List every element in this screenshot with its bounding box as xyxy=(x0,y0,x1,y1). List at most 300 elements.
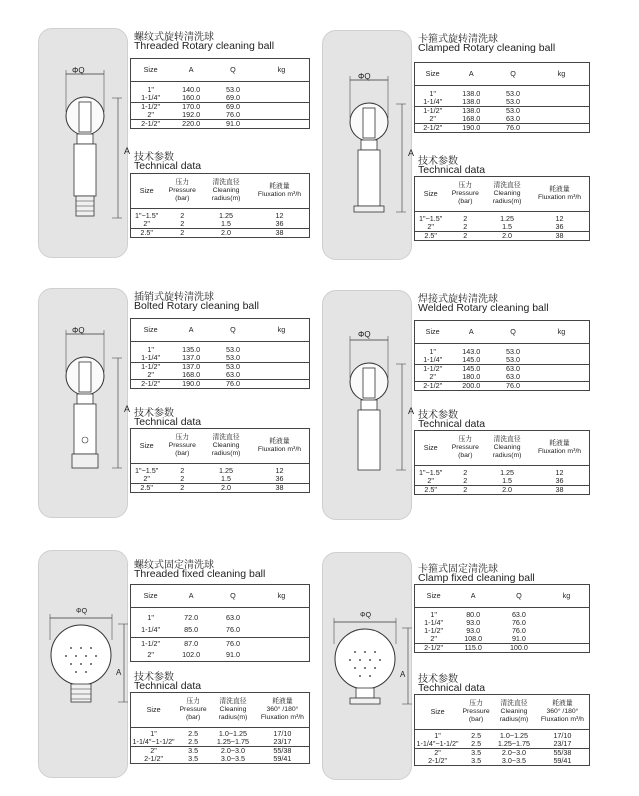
table-cell: 2 xyxy=(180,465,185,475)
table-cell: 1" xyxy=(147,612,154,622)
table-cell: 1" xyxy=(429,346,436,356)
header-text: radius(m) xyxy=(492,452,522,459)
header-text: 清洗直径 xyxy=(493,182,521,189)
table-row xyxy=(131,755,310,764)
table-cell: 55/38 xyxy=(273,745,292,755)
table-cell: Size xyxy=(131,174,163,209)
table-row xyxy=(131,475,310,484)
table-cell: 1-1/2" xyxy=(423,105,443,115)
table-cell: 93.0 xyxy=(466,625,481,635)
table-row xyxy=(415,635,590,644)
dimension-label-length: A xyxy=(408,406,415,416)
table-cell: 1" xyxy=(147,84,154,94)
table-cell: 2.5 xyxy=(471,730,482,740)
table-cell xyxy=(176,693,210,728)
header-text: Fluxation m³/h xyxy=(540,716,584,723)
table-cell: 2" xyxy=(131,475,163,484)
table-cell: 2.5" xyxy=(424,230,437,240)
table-cell: 63.0 xyxy=(505,363,520,373)
table-cell xyxy=(210,693,256,728)
header-text: radius(m) xyxy=(211,195,241,202)
header-text: Pressure xyxy=(168,442,196,449)
table-cell: 2.5" xyxy=(140,227,153,237)
table-cell: 138.0 xyxy=(462,88,481,98)
table-cell: 36 xyxy=(530,223,590,232)
header-text: 耗液量 xyxy=(549,440,570,447)
col-a: A xyxy=(170,59,212,82)
table-cell: Q xyxy=(212,585,254,608)
header-text: 耗液量 xyxy=(549,186,570,193)
table-cell: 190.0 xyxy=(182,378,201,388)
table-cell: 100.0 xyxy=(509,642,528,652)
table-cell: 143.0 xyxy=(462,346,481,356)
dimension-label-length: A xyxy=(400,670,406,679)
table-cell: 2.5 xyxy=(176,738,210,747)
table-cell: 2" xyxy=(415,223,447,232)
table-row xyxy=(415,123,590,132)
product-title-cn: 螺纹式旋转清洗球 xyxy=(134,32,214,43)
table-cell: 180.0 xyxy=(450,373,492,382)
table-cell: Size xyxy=(415,431,447,466)
table-cell: 2" xyxy=(415,635,453,644)
table-cell: 69.0 xyxy=(225,101,240,111)
table-cell xyxy=(534,98,590,107)
table-row xyxy=(131,220,310,229)
table-cell: 220.0 xyxy=(182,118,201,128)
table-cell: 87.0 xyxy=(184,638,199,648)
table-cell: 17/10 xyxy=(273,728,292,738)
table-cell: 2" xyxy=(131,111,171,120)
header-text: (bar) xyxy=(175,450,190,457)
tech-title-cn: 技术参数 xyxy=(134,672,174,683)
table-cell: 190.0 xyxy=(462,122,481,132)
table-cell: 2-1/2" xyxy=(141,378,161,388)
header-text: Pressure xyxy=(451,190,479,197)
header-text: 压力 xyxy=(175,434,190,441)
tech-title-en: Technical data xyxy=(134,416,202,428)
table-cell: 160.0 xyxy=(170,94,212,103)
table-cell xyxy=(544,635,590,644)
header-text: 耗液量 xyxy=(272,698,293,705)
table-cell: 76.0 xyxy=(225,378,240,388)
table-cell xyxy=(534,381,590,390)
table-cell: 1"~1.5" xyxy=(135,210,159,220)
table-cell: 3.5 xyxy=(471,747,482,757)
header-text: 360° /180° xyxy=(546,708,579,715)
table-cell: 76.0 xyxy=(505,380,520,390)
tech-title-en: Technical data xyxy=(418,164,486,176)
table-cell xyxy=(254,346,310,354)
table-cell: Size xyxy=(131,319,171,342)
table-row xyxy=(131,119,310,128)
table-cell: 170.0 xyxy=(182,101,201,111)
table-cell xyxy=(254,119,310,128)
table-cell xyxy=(254,379,310,388)
product-title-en: Threaded Rotary cleaning ball xyxy=(134,40,275,52)
header-text: Cleaning xyxy=(500,708,528,715)
table-cell: 2.0 xyxy=(502,484,513,494)
panel-threaded-rotary xyxy=(38,28,310,264)
tech-title-cn: 技术参数 xyxy=(134,408,174,419)
table-cell: 38 xyxy=(555,230,564,240)
dimension-label-diameter: ΦQ xyxy=(72,326,85,335)
table-row xyxy=(415,485,590,494)
table-cell: 91.0 xyxy=(494,635,544,644)
table-cell: 2-1/2" xyxy=(424,642,444,652)
table-cell: A xyxy=(170,319,212,342)
header-text: Fluxation m³/h xyxy=(537,194,581,201)
table-row xyxy=(131,612,310,624)
table-cell: 1.5 xyxy=(484,477,530,486)
table-cell xyxy=(250,429,310,464)
table-cell xyxy=(254,354,310,363)
table-cell: 53.0 xyxy=(505,105,520,115)
table-row xyxy=(131,102,310,111)
table-row xyxy=(131,362,310,371)
table-cell: 1.0~1.25 xyxy=(218,728,248,738)
table-cell: 2 xyxy=(463,467,468,477)
header-text: Fluxation m³/h xyxy=(257,446,301,453)
table-cell: Size xyxy=(415,695,461,730)
table-row xyxy=(415,627,590,635)
header-text: Pressure xyxy=(451,444,479,451)
table-cell: 2 xyxy=(162,475,202,484)
product-title-en: Threaded fixed cleaning ball xyxy=(134,568,266,580)
table-cell: A xyxy=(450,321,492,344)
header-text: 压力 xyxy=(175,179,190,186)
table-cell xyxy=(162,429,202,464)
table-row xyxy=(415,106,590,115)
table-cell xyxy=(254,624,310,638)
table-cell: 1-1/2" xyxy=(423,363,443,373)
table-cell xyxy=(534,90,590,98)
fixed-ball-drawing xyxy=(44,610,134,720)
table-cell: 23/17 xyxy=(256,738,310,747)
table-cell: 2.0 xyxy=(502,230,513,240)
header-text: 压力 xyxy=(186,698,200,705)
header-text: 清洗直径 xyxy=(219,698,247,705)
table-cell: A xyxy=(452,585,494,608)
table-cell xyxy=(446,431,484,466)
table-row xyxy=(415,223,590,232)
table-cell xyxy=(492,695,536,730)
panel-threaded-fixed xyxy=(38,550,310,782)
table-cell: 2.0 xyxy=(221,482,232,492)
table-cell xyxy=(534,115,590,124)
header-text: radius(m) xyxy=(499,716,529,723)
table-cell xyxy=(254,86,310,94)
table-cell: 138.0 xyxy=(450,98,492,107)
table-cell: 36 xyxy=(250,475,310,484)
table-cell: 2.0~3.0 xyxy=(220,745,246,755)
table-cell: 3.5 xyxy=(188,745,199,755)
header-text: Fluxation m³/h xyxy=(537,448,581,455)
table-cell: 59/41 xyxy=(273,753,292,763)
table-row xyxy=(131,379,310,388)
table-cell: 63.0 xyxy=(492,115,534,124)
header-text: (bar) xyxy=(458,198,473,205)
table-cell: 2 xyxy=(463,213,468,223)
table-cell: 2.0 xyxy=(221,227,232,237)
table-cell xyxy=(544,643,590,652)
table-cell xyxy=(530,177,590,212)
technical-data-table xyxy=(414,694,590,766)
table-cell xyxy=(254,612,310,624)
header-text: 清洗直径 xyxy=(500,700,528,707)
header-text: (bar) xyxy=(468,716,484,723)
dimension-label-length: A xyxy=(124,146,131,156)
header-text: (bar) xyxy=(175,195,190,202)
header-text: 清洗直径 xyxy=(212,434,240,441)
table-cell xyxy=(256,693,310,728)
table-cell: 1"~1.5" xyxy=(419,467,443,477)
table-cell: 91.0 xyxy=(225,650,240,660)
header-text: radius(m) xyxy=(211,450,241,457)
table-cell: 2 xyxy=(180,210,185,220)
table-cell: 145.0 xyxy=(450,356,492,365)
table-cell: 1.5 xyxy=(202,475,250,484)
table-row xyxy=(415,381,590,390)
table-cell: 1-1/4" xyxy=(131,94,171,103)
table-row xyxy=(131,650,310,662)
dimension-label-diameter: ΦQ xyxy=(76,608,88,615)
dimension-label-length: A xyxy=(124,404,131,414)
table-cell xyxy=(484,177,530,212)
table-cell: 76.0 xyxy=(511,625,526,635)
table-row xyxy=(415,115,590,124)
table-cell: 38 xyxy=(275,482,284,492)
rotary-ball-drawing xyxy=(52,68,132,243)
table-row xyxy=(415,740,590,749)
tech-title-en: Technical data xyxy=(134,160,202,172)
table-cell: 2" xyxy=(131,220,163,229)
tech-title-cn: 技术参数 xyxy=(418,156,458,167)
table-cell: 3.5 xyxy=(188,753,199,763)
header-text: radius(m) xyxy=(218,714,248,721)
product-title-en: Bolted Rotary cleaning ball xyxy=(134,300,259,312)
header-text: Cleaning xyxy=(212,187,240,194)
table-cell: 76.0 xyxy=(225,638,240,648)
table-cell: 2.5 xyxy=(188,728,199,738)
table-cell: 1-1/4"~1-1/2" xyxy=(415,740,461,749)
col-size: Size xyxy=(131,59,171,82)
table-cell: 91.0 xyxy=(225,118,240,128)
table-row xyxy=(131,371,310,380)
table-cell: 2-1/2" xyxy=(141,118,161,128)
table-cell xyxy=(254,650,310,662)
table-cell: 1.25 xyxy=(500,467,515,477)
table-cell: 2 xyxy=(463,484,468,494)
header-text: 压力 xyxy=(458,436,473,443)
table-cell: 1.25~1.75 xyxy=(492,740,536,749)
table-cell: 2 xyxy=(162,220,202,229)
table-cell xyxy=(544,627,590,635)
product-title-en: Clamp fixed cleaning ball xyxy=(418,572,535,584)
table-cell: 1.0~1.25 xyxy=(499,730,529,740)
header-text: Pressure xyxy=(168,187,196,194)
table-cell: 23/17 xyxy=(536,740,590,749)
header-text: 压力 xyxy=(458,182,473,189)
table-cell: 53.0 xyxy=(225,361,240,371)
dimension-label-diameter: ΦQ xyxy=(358,72,371,81)
table-cell: 2.5 xyxy=(460,740,492,749)
dimension-table xyxy=(130,318,310,389)
table-cell: 2" xyxy=(434,747,441,757)
table-cell: 2-1/2" xyxy=(423,380,443,390)
col-kg: kg xyxy=(254,59,310,82)
header-text: (bar) xyxy=(185,714,201,721)
table-row xyxy=(131,483,310,492)
table-cell: 63.0 xyxy=(492,373,534,382)
table-cell: 1-1/4" xyxy=(131,624,171,638)
dimension-label-diameter: ΦQ xyxy=(72,66,85,75)
table-cell: 1-1/4"~1-1/2" xyxy=(131,738,177,747)
table-cell: kg xyxy=(534,321,590,344)
table-cell xyxy=(162,174,202,209)
table-cell: 2" xyxy=(415,115,451,124)
table-cell xyxy=(534,364,590,373)
header-text: (bar) xyxy=(458,452,473,459)
table-cell: 192.0 xyxy=(170,111,212,120)
table-cell: 2-1/2" xyxy=(423,122,443,132)
table-cell: 2-1/2" xyxy=(144,753,164,763)
table-row xyxy=(415,364,590,373)
table-cell xyxy=(446,177,484,212)
table-cell: 2" xyxy=(415,477,447,486)
table-cell: 2" xyxy=(415,373,451,382)
table-cell: 1.25 xyxy=(219,210,234,220)
tech-title-en: Technical data xyxy=(134,680,202,692)
rotary-ball-drawing xyxy=(336,334,416,509)
table-row xyxy=(415,643,590,652)
panel-clamp-fixed xyxy=(322,552,590,782)
table-cell: 38 xyxy=(275,227,284,237)
table-cell: 1-1/4" xyxy=(415,98,451,107)
table-cell: 53.0 xyxy=(505,346,520,356)
table-cell: 2.5" xyxy=(424,484,437,494)
table-cell xyxy=(534,373,590,382)
table-cell: kg xyxy=(544,585,590,608)
table-cell xyxy=(536,695,590,730)
table-cell: 108.0 xyxy=(452,635,494,644)
table-cell: kg xyxy=(534,63,590,86)
table-cell: 76.0 xyxy=(511,617,526,627)
table-cell: 76.0 xyxy=(212,624,254,638)
table-cell: A xyxy=(170,585,212,608)
tech-title-en: Technical data xyxy=(418,418,486,430)
dimension-table xyxy=(130,58,310,129)
table-cell: Size xyxy=(415,63,451,86)
table-cell: 3.0~3.5 xyxy=(220,753,246,763)
dimension-table xyxy=(414,62,590,133)
col-q: Q xyxy=(212,59,254,82)
table-cell xyxy=(544,619,590,627)
technical-data-table xyxy=(130,173,310,238)
table-cell: 137.0 xyxy=(182,361,201,371)
table-cell: 76.0 xyxy=(505,122,520,132)
table-cell: Size xyxy=(415,177,447,212)
dimension-label-diameter: ΦQ xyxy=(358,330,371,339)
table-cell: 2" xyxy=(150,745,157,755)
table-cell: 135.0 xyxy=(182,344,201,354)
table-cell: 17/10 xyxy=(553,730,572,740)
table-cell: 1.25 xyxy=(500,213,515,223)
table-cell: 3.5 xyxy=(471,755,482,765)
table-cell xyxy=(544,611,590,619)
table-cell: 53.0 xyxy=(505,88,520,98)
table-cell xyxy=(534,123,590,132)
table-cell: 1" xyxy=(429,88,436,98)
header-text: Cleaning xyxy=(212,442,240,449)
table-row xyxy=(415,356,590,365)
header-text: Pressure xyxy=(462,708,490,715)
technical-data-table xyxy=(414,430,590,495)
dimension-label-length: A xyxy=(408,148,415,158)
table-cell: 1-1/2" xyxy=(141,101,161,111)
table-cell: 38 xyxy=(555,484,564,494)
table-cell: 137.0 xyxy=(170,354,212,363)
table-cell: 2 xyxy=(446,223,484,232)
header-text: Cleaning xyxy=(493,444,521,451)
table-cell: Size xyxy=(131,585,171,608)
table-cell: 1.5 xyxy=(484,223,530,232)
tech-title-cn: 技术参数 xyxy=(418,410,458,421)
table-cell: 53.0 xyxy=(492,356,534,365)
table-cell: 63.0 xyxy=(212,371,254,380)
panel-welded-rotary xyxy=(322,290,590,526)
table-cell: 69.0 xyxy=(212,94,254,103)
product-title-cn: 焊接式旋转清洗球 xyxy=(418,294,498,305)
table-row xyxy=(131,738,310,747)
table-cell: Q xyxy=(212,319,254,342)
table-cell: 53.0 xyxy=(212,354,254,363)
table-cell: 2 xyxy=(463,230,468,240)
table-cell: 12 xyxy=(275,465,284,475)
technical-data-table xyxy=(130,428,310,493)
table-cell: 1"~1.5" xyxy=(135,465,159,475)
table-cell: 1-1/2" xyxy=(424,625,444,635)
header-text: 耗液量 xyxy=(552,700,573,707)
dimension-table xyxy=(130,584,310,662)
fixed-ball-drawing xyxy=(328,614,418,724)
table-cell: 12 xyxy=(275,210,284,220)
table-cell: 1.25~1.75 xyxy=(210,738,256,747)
table-cell: 80.0 xyxy=(466,609,481,619)
table-cell: kg xyxy=(254,319,310,342)
header-text: Pressure xyxy=(179,706,207,713)
table-cell: 53.0 xyxy=(492,98,534,107)
table-cell xyxy=(460,695,492,730)
table-cell: 93.0 xyxy=(466,617,481,627)
table-cell: kg xyxy=(254,585,310,608)
table-row xyxy=(131,354,310,363)
table-row xyxy=(415,477,590,486)
table-cell: Q xyxy=(492,63,534,86)
rotary-ball-drawing xyxy=(336,74,416,249)
table-cell: 140.0 xyxy=(182,84,201,94)
table-cell: 2 xyxy=(180,227,185,237)
table-cell: 3.0~3.5 xyxy=(501,755,527,765)
table-cell: 12 xyxy=(555,213,564,223)
product-title-cn: 螺纹式固定清洗球 xyxy=(134,560,214,571)
table-cell: 168.0 xyxy=(170,371,212,380)
table-cell: Size xyxy=(131,693,177,728)
table-cell xyxy=(530,431,590,466)
dimension-table xyxy=(414,584,590,653)
product-title-cn: 卡箍式旋转清洗球 xyxy=(418,34,498,45)
table-cell: 2" xyxy=(147,650,154,660)
table-row xyxy=(415,98,590,107)
